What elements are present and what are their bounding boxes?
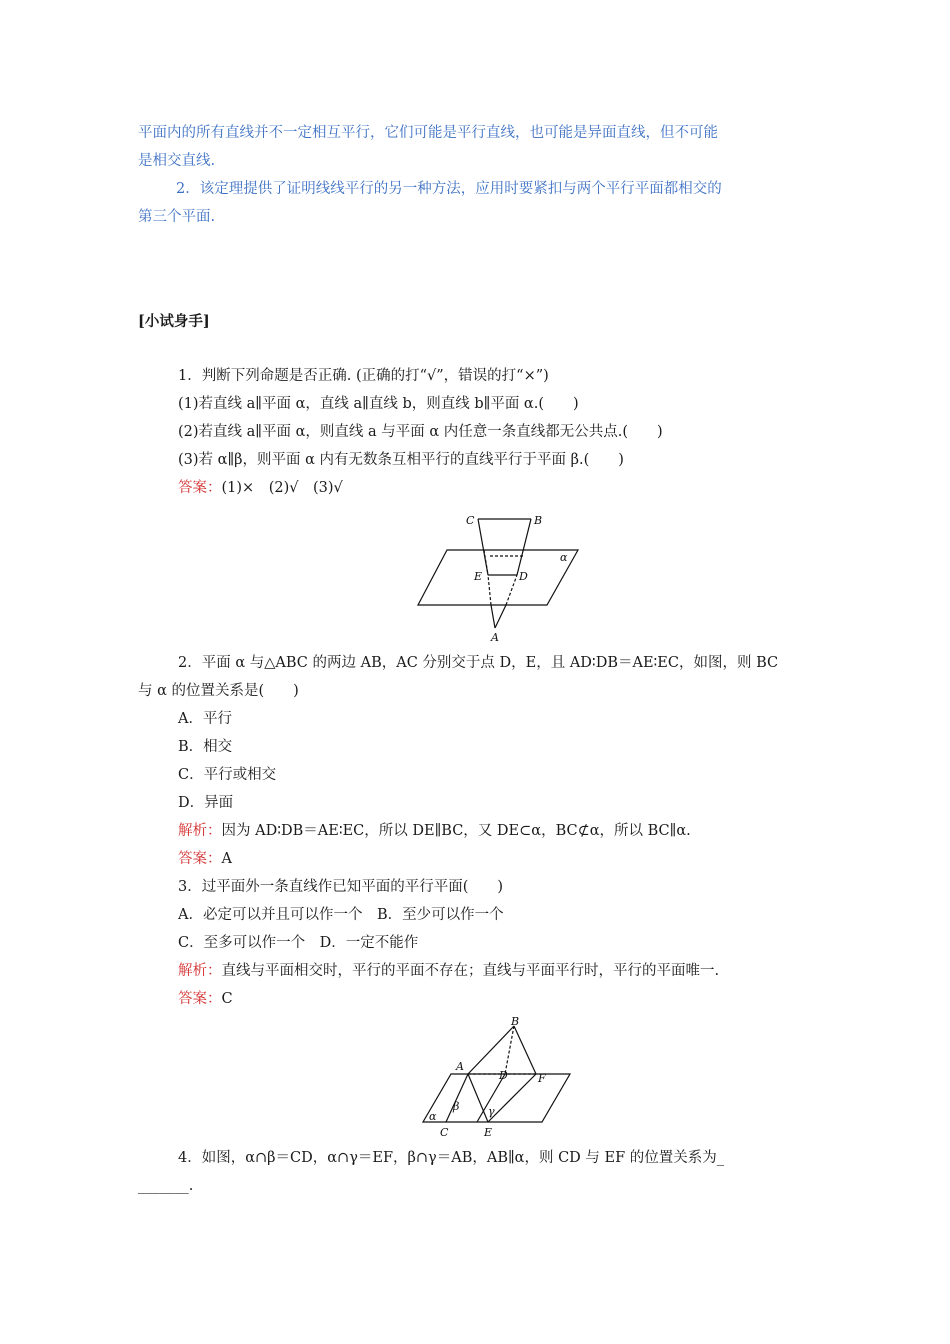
q1-answer-label: 答案： (178, 480, 222, 496)
fig1-label-C: C (466, 514, 475, 527)
q2-stem-1: 2．平面 α 与△ABC 的两边 AB，AC 分别交于点 D，E，且 AD∶DB＝AE∶EC，如图，则 BC (178, 655, 779, 671)
fig2-label-B: B (511, 1015, 520, 1028)
fig2-label-D: D (499, 1069, 508, 1082)
q3-answer-text: C (221, 991, 233, 1007)
fig2-label-gamma: γ (488, 1105, 495, 1118)
section-title: [小试身手] (138, 313, 210, 330)
q2-option-a: A．平行 (178, 711, 232, 727)
q1-answer-text: (1)× (2)√ (3)√ (221, 480, 343, 496)
q1-stem: 1．判断下列命题是否正确. (正确的打“√”，错误的打“×”) (178, 368, 549, 384)
fig2-label-C: C (440, 1126, 449, 1139)
fig2-label-alpha: α (429, 1110, 437, 1123)
q1-item-3: (3)若 α∥β，则平面 α 内有无数条互相平行的直线平行于平面 β.( ) (178, 452, 624, 468)
q2-option-c: C．平行或相交 (178, 767, 277, 783)
fig1-label-A: A (491, 631, 499, 644)
q3-options-row-1: A．必定可以并且可以作一个 B．至少可以作一个 (178, 907, 504, 923)
intro-line-1: 平面内的所有直线并不一定相互平行，它们可能是平行直线，也可能是异面直线，但不可能 (138, 125, 718, 141)
q3-answer (178, 989, 233, 1009)
fig2-label-F: F (538, 1072, 546, 1085)
fig2-label-A: A (456, 1060, 464, 1073)
q2-answer (178, 849, 232, 869)
q1-item-1: (1)若直线 a∥平面 α，直线 a∥直线 b，则直线 b∥平面 α.( ) (178, 396, 579, 412)
q2-analysis-label: 解析： (178, 823, 222, 839)
q2-answer-label: 答案： (178, 851, 222, 867)
fig2-label-beta: β (453, 1100, 460, 1113)
q3-stem: 3．过平面外一条直线作已知平面的平行平面( ) (178, 879, 504, 895)
q1-item-2: (2)若直线 a∥平面 α，则直线 a 与平面 α 内任意一条直线都无公共点.( ) (178, 424, 663, 440)
q4-stem-1: 4．如图，α∩β＝CD，α∩γ＝EF，β∩γ＝AB，AB∥α，则 CD 与 EF 的位置关系为_ (178, 1150, 725, 1166)
q2-analysis (178, 821, 691, 841)
q2-analysis-text: 因为 AD∶DB＝AE∶EC，所以 DE∥BC，又 DE⊂α，BC⊄α，所以 BC∥α. (221, 823, 691, 839)
q3-analysis (178, 961, 719, 981)
q3-analysis-label: 解析： (178, 963, 222, 979)
fig1-label-alpha: α (560, 551, 568, 564)
intro-line-3: 2．该定理提供了证明线线平行的另一种方法，应用时要紧扣与两个平行平面都相交的 (176, 181, 722, 197)
q3-options-row-2: C．至多可以作一个 D．一定不能作 (178, 935, 419, 951)
q2-stem-2: 与 α 的位置关系是( ) (138, 683, 299, 699)
fig1-label-E: E (474, 570, 483, 583)
fig2-label-E: E (484, 1126, 493, 1139)
q3-answer-label: 答案： (178, 991, 222, 1007)
q1-answer (178, 478, 343, 498)
q2-answer-text: A (221, 851, 232, 867)
fig1-label-D: D (519, 570, 528, 583)
q4-stem-2: _______. (138, 1178, 194, 1194)
q2-option-d: D．异面 (178, 795, 234, 811)
figure-three-planes (418, 1016, 588, 1141)
q3-analysis-text: 直线与平面相交时，平行的平面不存在；直线与平面平行时，平行的平面唯一. (221, 963, 720, 979)
intro-line-4: 第三个平面. (138, 209, 216, 225)
q2-option-b: B．相交 (178, 739, 233, 755)
intro-line-2: 是相交直线. (138, 153, 216, 169)
fig1-label-B: B (534, 514, 543, 527)
figure-triangle-plane (410, 510, 610, 645)
